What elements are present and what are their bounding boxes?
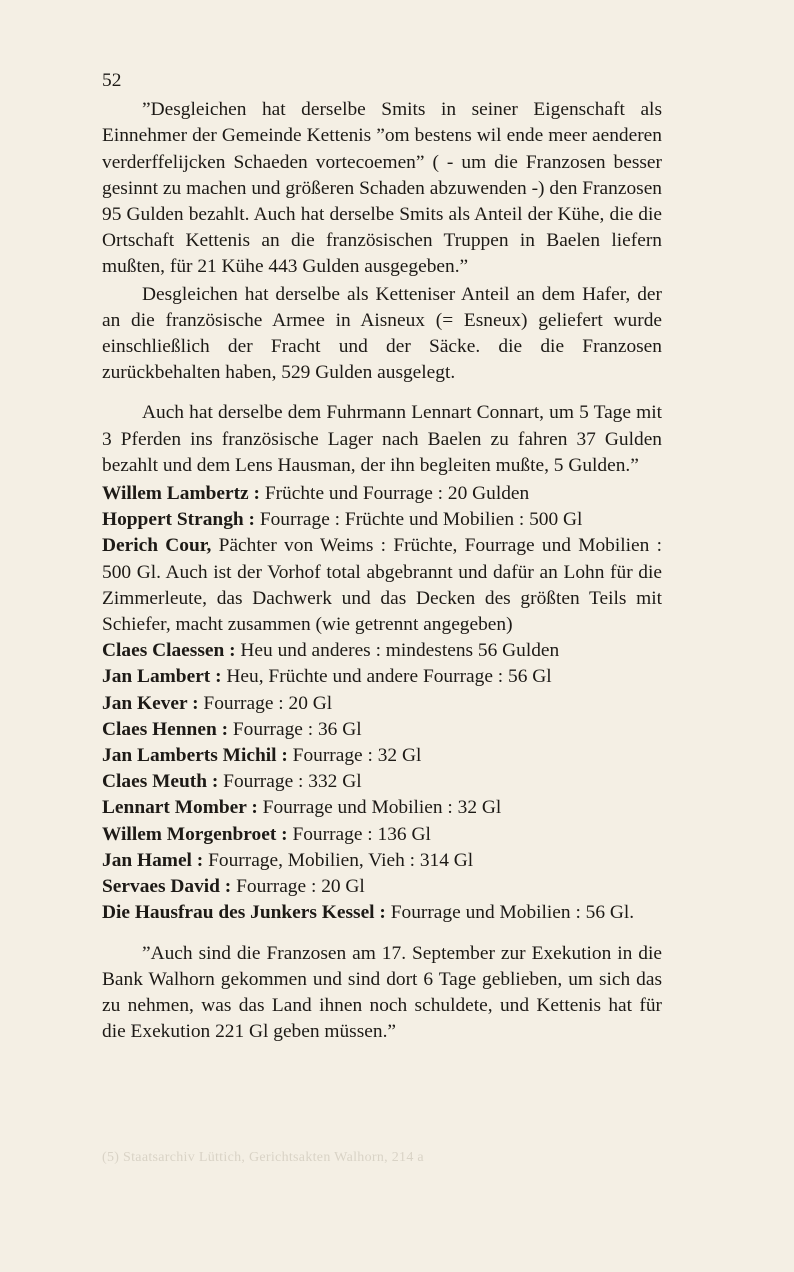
entry-name: Hoppert Strangh : — [102, 509, 255, 531]
entry-text: Fourrage : 20 Gl — [231, 876, 365, 898]
list-item — [102, 533, 662, 638]
list-item — [102, 848, 662, 874]
entry-text: Fourrage : 36 Gl — [228, 718, 362, 740]
entry-text: Fourrage : 136 Gl — [287, 823, 431, 845]
page-number: 52 — [102, 70, 122, 91]
entry-name: Servaes David : — [102, 876, 232, 898]
list-item — [102, 874, 662, 900]
entry-text: Fourrage und Mobilien : 56 Gl. — [385, 902, 635, 924]
entry-name: Claes Hennen : — [102, 718, 229, 740]
entry-name: Willem Morgenbroet : — [102, 823, 288, 845]
list-item — [102, 638, 662, 664]
entry-name: Claes Claessen : — [102, 640, 236, 662]
entry-text: Fourrage : 332 Gl — [218, 771, 362, 793]
entry-text: Heu und anderes : mindestens 56 Gulden — [235, 640, 560, 662]
list-item — [102, 795, 662, 821]
entry-text: Fourrage, Mobilien, Vieh : 314 Gl — [203, 849, 474, 871]
entry-name: Derich Cour, — [102, 535, 212, 557]
entry-text: Fourrage : 20 Gl — [198, 692, 333, 714]
entry-text: Heu, Früchte und andere Fourrage : 56 Gl — [221, 666, 552, 688]
entry-text: Früchte und Fourrage : 20 Gulden — [259, 483, 530, 505]
entry-text: Fourrage und Mobilien : 32 Gl — [257, 797, 502, 819]
list-item — [102, 822, 662, 848]
entry-text: Pächter von Weims : Früchte, Fourrage und Mobilien : 500 Gl. Auch ist der Vorhof total abgebrannt und dafür an Lohn für die Zimmerleute, das Dachwerk und das Decken des größten Teils mit Schiefer, macht zusammen (wie getrennt angegeben) — [102, 535, 662, 636]
entry-name: Willem Lambertz : — [102, 483, 260, 505]
entry-text: Fourrage : Früchte und Mobilien : 500 Gl — [254, 509, 583, 531]
paragraph-smits-cows: ”Desgleichen hat derselbe Smits in seiner Eigenschaft als Einnehmer der Gemeinde Kettenis ”om bestens wil ende meer aenderen verderffelijcken Schaeden vortecoemen” ( - um die Franzosen besser gesinnt zu machen und größeren Schaden abzuwenden -) den Franzosen 95 Gulden bezahlt. Auch hat derselbe Smits als Anteil der Kühe, die die Ortschaft Kettenis an die französischen Truppen in Baelen liefern mußten, für 21 Kühe 443 Gulden ausgegeben.” — [102, 99, 662, 278]
entry-name: Die Hausfrau des Junkers Kessel : — [102, 902, 386, 924]
list-item — [102, 717, 662, 743]
entry-name: Lennart Momber : — [102, 797, 258, 819]
entry-name: Jan Lambert : — [102, 666, 222, 688]
entry-name: Jan Kever : — [102, 692, 199, 714]
list-item — [102, 743, 662, 769]
entry-text: Fourrage : 32 Gl — [287, 745, 422, 767]
list-item — [102, 664, 662, 690]
entry-name: Claes Meuth : — [102, 771, 219, 793]
list-item — [102, 481, 662, 507]
list-item — [102, 769, 662, 795]
list-item — [102, 691, 662, 717]
paragraph-oats: Desgleichen hat derselbe als Ketteniser Anteil an dem Hafer, der an die französische Armee in Aisneux (= Esneux) geliefert wurde einschließlich der Fracht und der Säcke. die die Franzosen zurückbehalten haben, 529 Gulden ausgelegt. — [102, 283, 662, 384]
page-body — [102, 68, 662, 1059]
list-item — [102, 900, 662, 926]
paragraph-carter: Auch hat derselbe dem Fuhrmann Lennart Connart, um 5 Tage mit 3 Pferden ins französische Lager nach Baelen zu fahren 37 Gulden bezahlt und dem Lens Hausman, der ihn begleiten mußte, 5 Gulden.” — [102, 402, 662, 476]
entry-name: Jan Lamberts Michil : — [102, 745, 288, 767]
list-item — [102, 507, 662, 533]
footnote-bleed-through: (5) Staatsarchiv Lüttich, Gerichtsakten Walhorn, 214 a — [102, 1150, 424, 1165]
damage-list — [102, 481, 662, 926]
entry-name: Jan Hamel : — [102, 849, 204, 871]
paragraph-execution: ”Auch sind die Franzosen am 17. September zur Exekution in die Bank Walhorn gekommen und sind dort 6 Tage geblieben, um sich das zu nehmen, was das Land ihnen noch schuldete, und Kettenis hat für die Exekution 221 Gl geben müssen.” — [102, 942, 662, 1043]
